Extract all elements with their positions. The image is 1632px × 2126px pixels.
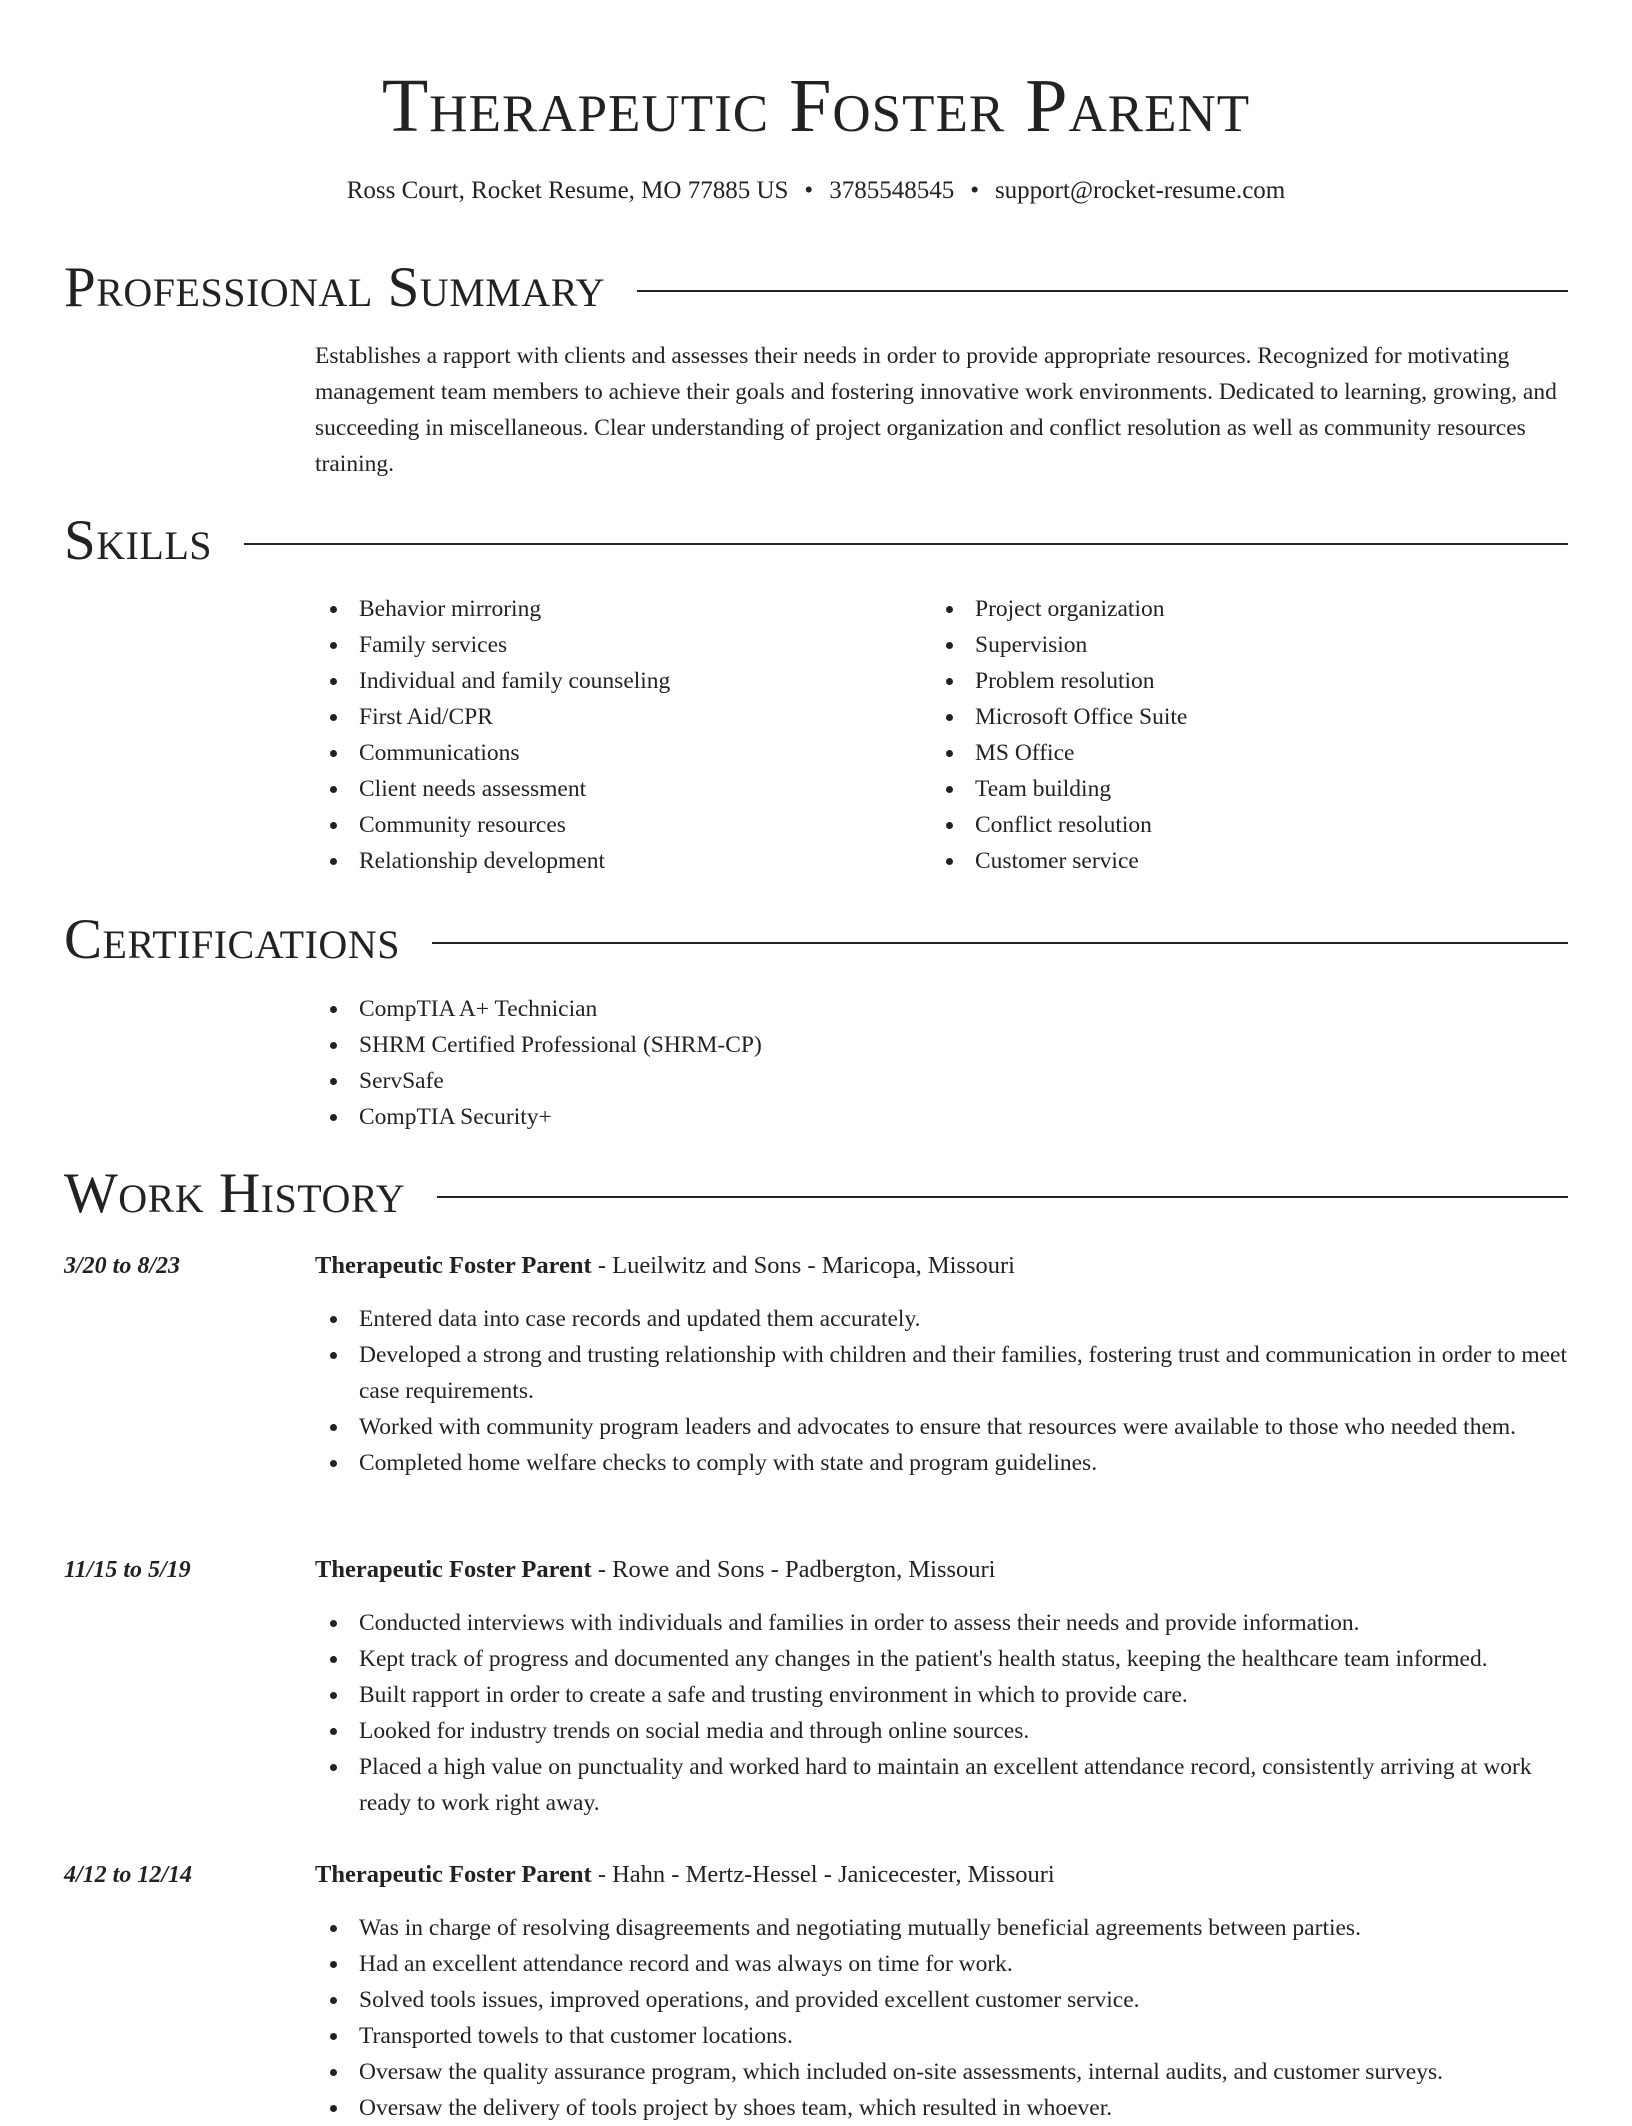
resume-title: Therapeutic Foster Parent (381, 64, 1251, 148)
job-bullet: Transported towels to that customer locations. (315, 2018, 1568, 2054)
job-bullet: Developed a strong and trusting relationship with children and their families, fostering trust and communication in order to meet case requirements. (315, 1337, 1568, 1409)
skill-item: Project organization (931, 591, 1531, 627)
certification-item: CompTIA Security+ (315, 1099, 1215, 1135)
job-bullet: Was in charge of resolving disagreements and negotiating mutually beneficial agreements between parties. (315, 1910, 1568, 1946)
job-heading (315, 1858, 1055, 1892)
job-bullets (315, 1301, 1568, 1481)
skill-item: Client needs assessment (315, 771, 915, 807)
skill-item: Family services (315, 627, 915, 663)
section-divider (244, 543, 1568, 545)
job-bullet: Placed a high value on punctuality and worked hard to maintain an excellent attendance record, consistently arriving at work ready to work right away. (315, 1749, 1568, 1821)
section-divider (437, 1196, 1568, 1198)
certification-item: CompTIA A+ Technician (315, 991, 1215, 1027)
skill-item: Customer service (931, 843, 1531, 879)
contact-phone: 3785548545 (829, 177, 955, 204)
job-bullets (315, 1605, 1568, 1821)
job-heading (315, 1553, 996, 1587)
contact-separator: • (804, 177, 814, 204)
skill-item: Behavior mirroring (315, 591, 915, 627)
job-bullet: Solved tools issues, improved operations, and provided excellent customer service. (315, 1982, 1568, 2018)
job-dates: 11/15 to 5/19 (64, 1557, 191, 1583)
job-role: Therapeutic Foster Parent (315, 1252, 592, 1279)
job-heading (315, 1249, 1015, 1283)
skill-item: Individual and family counseling (315, 663, 915, 699)
job-details: - Rowe and Sons - Padbergton, Missouri (591, 1556, 996, 1583)
contact-email[interactable]: support@rocket-resume.com (994, 177, 1286, 204)
job-bullet: Had an excellent attendance record and was always on time for work. (315, 1946, 1568, 1982)
contact-separator: • (970, 177, 979, 204)
certifications-heading: Certifications (64, 908, 400, 971)
contact-address: Ross Court, Rocket Resume, MO 77885 US (346, 177, 789, 204)
skills-list-right (931, 591, 1531, 879)
work-history-section-header (64, 1162, 1568, 1226)
job-bullet: Completed home welfare checks to comply with state and program guidelines. (315, 1445, 1568, 1481)
job-bullet: Entered data into case records and updated them accurately. (315, 1301, 1568, 1337)
job-bullet: Looked for industry trends on social media and through online sources. (315, 1713, 1568, 1749)
job-dates: 4/12 to 12/14 (64, 1862, 193, 1888)
skill-item: First Aid/CPR (315, 699, 915, 735)
job-bullet: Oversaw the delivery of tools project by shoes team, which resulted in whoever. (315, 2090, 1568, 2126)
certifications-list (315, 991, 1215, 1135)
job-dates: 3/20 to 8/23 (64, 1253, 181, 1279)
skill-item: Conflict resolution (931, 807, 1531, 843)
job-details: - Hahn - Mertz-Hessel - Janicecester, Missouri (591, 1861, 1055, 1888)
job-role: Therapeutic Foster Parent (315, 1556, 592, 1583)
job-bullet: Oversaw the quality assurance program, which included on-site assessments, internal audits, and customer surveys. (315, 2054, 1568, 2090)
certifications-section-header (64, 908, 1568, 972)
skill-item: MS Office (931, 735, 1531, 771)
summary-section-header (64, 256, 1568, 320)
skill-item: Community resources (315, 807, 915, 843)
summary-heading: Professional Summary (64, 256, 606, 319)
job-bullet: Built rapport in order to create a safe and trusting environment in which to provide care. (315, 1677, 1568, 1713)
job-bullet: Worked with community program leaders and advocates to ensure that resources were available to those who needed them. (315, 1409, 1568, 1445)
skills-heading: Skills (64, 509, 213, 572)
work-history-heading: Work History (64, 1162, 406, 1225)
summary-text: Establishes a rapport with clients and assesses their needs in order to provide appropriate resources. Recognized for motivating management team members to achieve their goals and fostering innovative work environments. Dedicated to learning, growing, and succeeding in miscellaneous. Clear understanding of project organization and conflict resolution as well as community resources training. (315, 343, 1557, 477)
certification-item: SHRM Certified Professional (SHRM-CP) (315, 1027, 1215, 1063)
skill-item: Relationship development (315, 843, 915, 879)
skill-item: Communications (315, 735, 915, 771)
skill-item: Team building (931, 771, 1531, 807)
job-bullet: Kept track of progress and documented any changes in the patient's health status, keeping the healthcare team informed. (315, 1641, 1568, 1677)
job-role: Therapeutic Foster Parent (315, 1861, 592, 1888)
job-details: - Lueilwitz and Sons - Maricopa, Missouri (591, 1252, 1015, 1279)
certification-item: ServSafe (315, 1063, 1215, 1099)
skill-item: Problem resolution (931, 663, 1531, 699)
skills-section-header (64, 509, 1568, 573)
job-bullets (315, 1910, 1568, 2126)
section-divider (432, 942, 1568, 944)
contact-line (0, 174, 1632, 208)
skill-item: Microsoft Office Suite (931, 699, 1531, 735)
section-divider (637, 290, 1568, 292)
skills-list-left (315, 591, 915, 879)
skill-item: Supervision (931, 627, 1531, 663)
job-bullet: Conducted interviews with individuals and families in order to assess their needs and provide information. (315, 1605, 1568, 1641)
